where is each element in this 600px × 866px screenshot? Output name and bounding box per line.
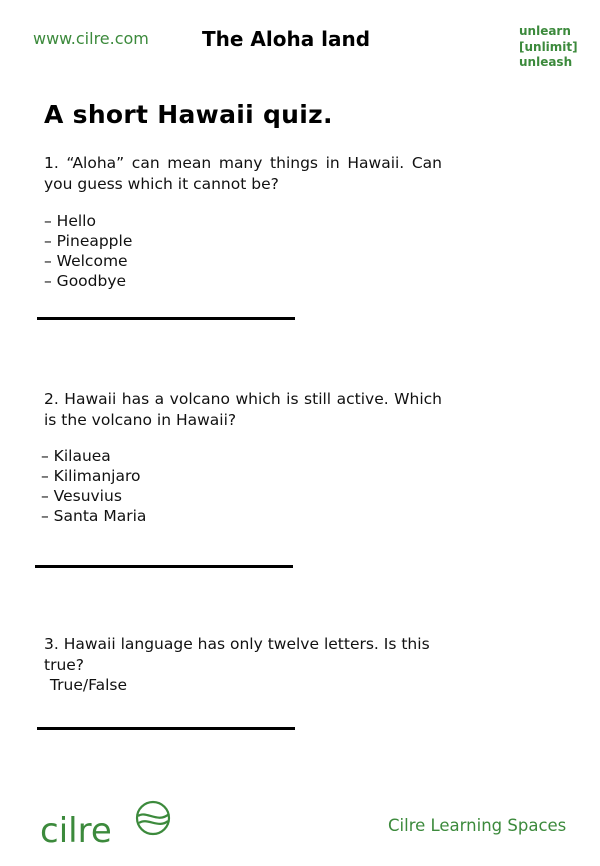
question-1-options <box>44 211 132 291</box>
question-3-options: True/False <box>45 676 127 694</box>
answer-line-2[interactable] <box>35 565 293 568</box>
option: – Goodbye <box>44 272 127 290</box>
question-3: 3. Hawaii language has only twelve letters. Is this true? <box>44 635 430 674</box>
option: – Vesuvius <box>41 487 122 505</box>
option: – Kilauea <box>41 447 111 465</box>
footer-brand-name: Cilre Learning Spaces <box>388 816 567 835</box>
answer-line-3[interactable] <box>37 727 295 730</box>
tagline-line-3: unleash <box>519 55 573 69</box>
option: – Welcome <box>44 252 128 270</box>
tagline <box>519 24 578 71</box>
tagline-line-2: [unlimit] <box>519 39 578 54</box>
cilre-logo-graphic <box>38 796 178 848</box>
question-2: 2. Hawaii has a volcano which is still active. Which is the volcano in Hawaii? <box>44 390 442 429</box>
option: – Hello <box>44 212 96 230</box>
logo-text: cilre <box>40 811 112 848</box>
question-1: 1. “Aloha” can mean many things in Hawaii. Can you guess which it cannot be? <box>44 154 442 193</box>
option: – Santa Maria <box>41 507 147 525</box>
tagline-line-1: unlearn <box>519 24 571 38</box>
cilre-logo <box>38 796 178 852</box>
site-url[interactable]: www.cilre.com <box>33 29 149 48</box>
answer-line-1[interactable] <box>37 317 295 320</box>
option: – Kilimanjaro <box>41 467 141 485</box>
question-2-options <box>41 446 146 526</box>
quiz-heading: A short Hawaii quiz. <box>44 100 333 129</box>
page-title: The Aloha land <box>202 27 371 51</box>
option: – Pineapple <box>44 232 133 250</box>
